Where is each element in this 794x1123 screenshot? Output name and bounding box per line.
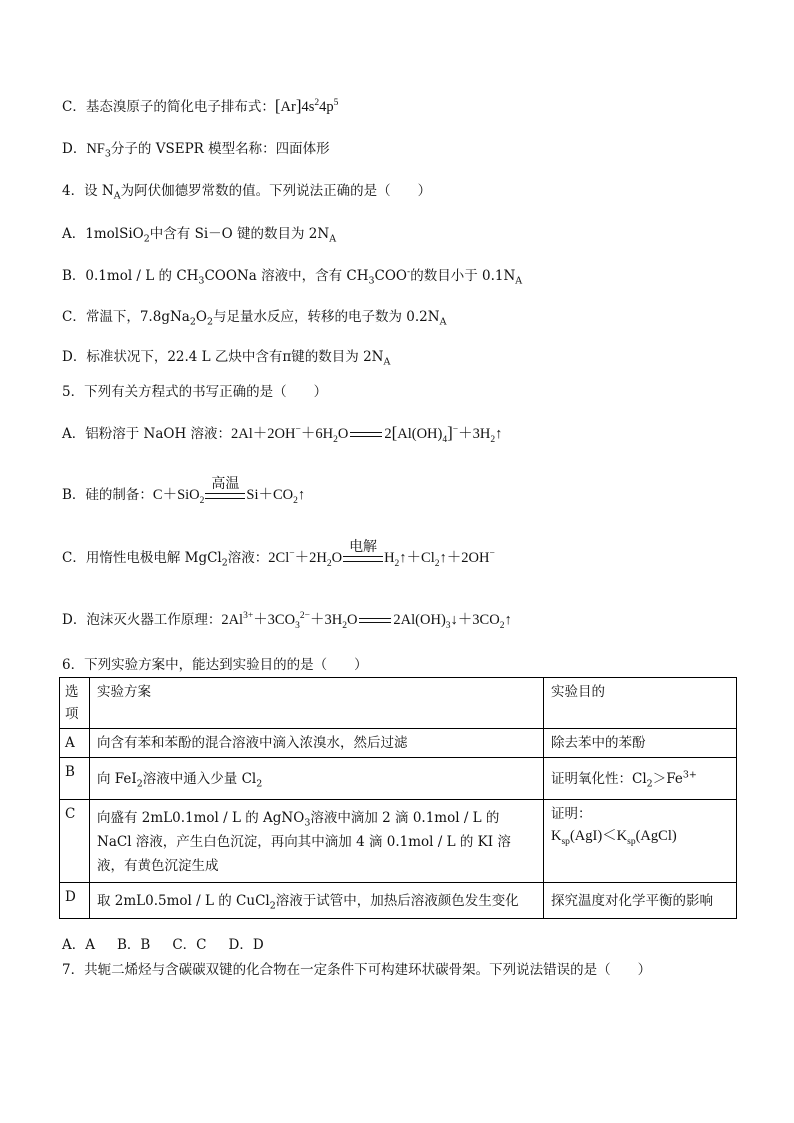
q4-option-d: D．标准状况下，22.4 L 乙炔中含有π键的数目为 $2N_A$ <box>62 349 391 368</box>
row-plan: 向含有苯和苯酚的混合溶液中滴入浓溴水，然后过滤 <box>90 729 544 758</box>
q4-option-a: A．1molSiO$_2$中含有 Si－O 键的数目为 $2N_A$ <box>62 226 337 245</box>
row-plan: 向 FeI$_2$溶液中通入少量 $Cl_2$ <box>90 758 544 800</box>
header-goal: 实验目的 <box>544 678 737 729</box>
equals-sign <box>359 618 391 623</box>
q5-option-a: A．铝粉溶于 NaOH 溶液：$2Al+2OH^-+6H_2O$ $2[Al(OH)_4]^-+3H_2↑$ <box>62 423 503 445</box>
q5-option-c: C．用惰性电极电解 MgCl$_2$溶液：$2Cl^-+2H_2O$ 电解 $H_2↑+Cl_2↑+2OH^-$ <box>62 538 495 569</box>
row-option: A <box>60 729 90 758</box>
row-plan: 向盛有 2mL0.1mol / L 的 AgNO$_3$溶液中滴加 2 滴 0.1mol / L 的 NaCl 溶液，产生白色沉淀，再向其中滴加 4 滴 0.1mol / L 的 KI 溶液，有黄色沉淀生成 <box>90 800 544 883</box>
table-row <box>60 729 737 758</box>
row-goal: 证明氧化性：$Cl_2>Fe^{3+}$ <box>544 758 737 800</box>
header-plan: 实验方案 <box>90 678 544 729</box>
q3-option-d: D．$NF_3$分子的 VSEPR 模型名称：四面体形 <box>62 141 330 160</box>
row-option: C <box>60 800 90 883</box>
reaction-condition: 高温 <box>205 493 245 499</box>
row-goal: 除去苯中的苯酚 <box>544 729 737 758</box>
q5-option-b: B．硅的制备：C＋SiO$_2$ 高温 $Si+CO_2↑$ <box>62 475 306 506</box>
choice-b: B．B <box>117 937 151 953</box>
q5-stem: 5．下列有关方程式的书写正确的是（ ） <box>62 384 328 400</box>
table-header-row <box>60 678 737 729</box>
header-option: 选 项 <box>60 678 90 729</box>
q6-options-table <box>59 677 737 919</box>
row-goal: 证明： $K_{sp}(AgI)<K_{sp}(AgCl)$ <box>544 800 737 883</box>
q6-stem: 6．下列实验方案中，能达到实验目的的是（ ） <box>62 657 368 673</box>
choice-d: D．D <box>228 937 264 953</box>
table-row <box>60 758 737 800</box>
choice-a: A．A <box>62 937 95 953</box>
row-plan: 取 2mL0.5mol / L 的 CuCl$_2$溶液于试管中，加热后溶液颜色发生变化 <box>90 883 544 919</box>
row-goal: 探究温度对化学平衡的影响 <box>544 883 737 919</box>
q4-stem: 4．设 $N_A$为阿伏伽德罗常数的值。下列说法正确的是（ ） <box>62 183 432 202</box>
reaction-condition: 电解 <box>343 556 383 562</box>
choice-c: C．C <box>172 937 207 953</box>
equals-sign <box>350 432 382 437</box>
q6-choices <box>62 936 264 954</box>
q7-stem: 7．共轭二烯烃与含碳碳双键的化合物在一定条件下可构建环状碳骨架。下列说法错误的是（ ） <box>62 962 652 978</box>
table-row <box>60 883 737 919</box>
table-row <box>60 800 737 883</box>
q4-option-c: C．常温下，$7.8gNa_2O_2$与足量水反应，转移的电子数为 $0.2N_A$ <box>62 309 447 328</box>
row-option: D <box>60 883 90 919</box>
q5-option-d: D．泡沫灭火器工作原理：$2Al^{3+}+3CO_3^{2-}+3H_2O$ $2Al(OH)_3↓+3CO_2↑$ <box>62 611 512 631</box>
q4-option-b: B．0.1mol / L 的 $CH_3COONa$ 溶液中，含有 $CH_3COO^-$的数目小于 $0.1N_A$ <box>62 266 523 287</box>
row-option: B <box>60 758 90 800</box>
q3-option-c: C．基态溴原子的简化电子排布式：$[Ar]4s^24p^5$ <box>62 96 339 115</box>
